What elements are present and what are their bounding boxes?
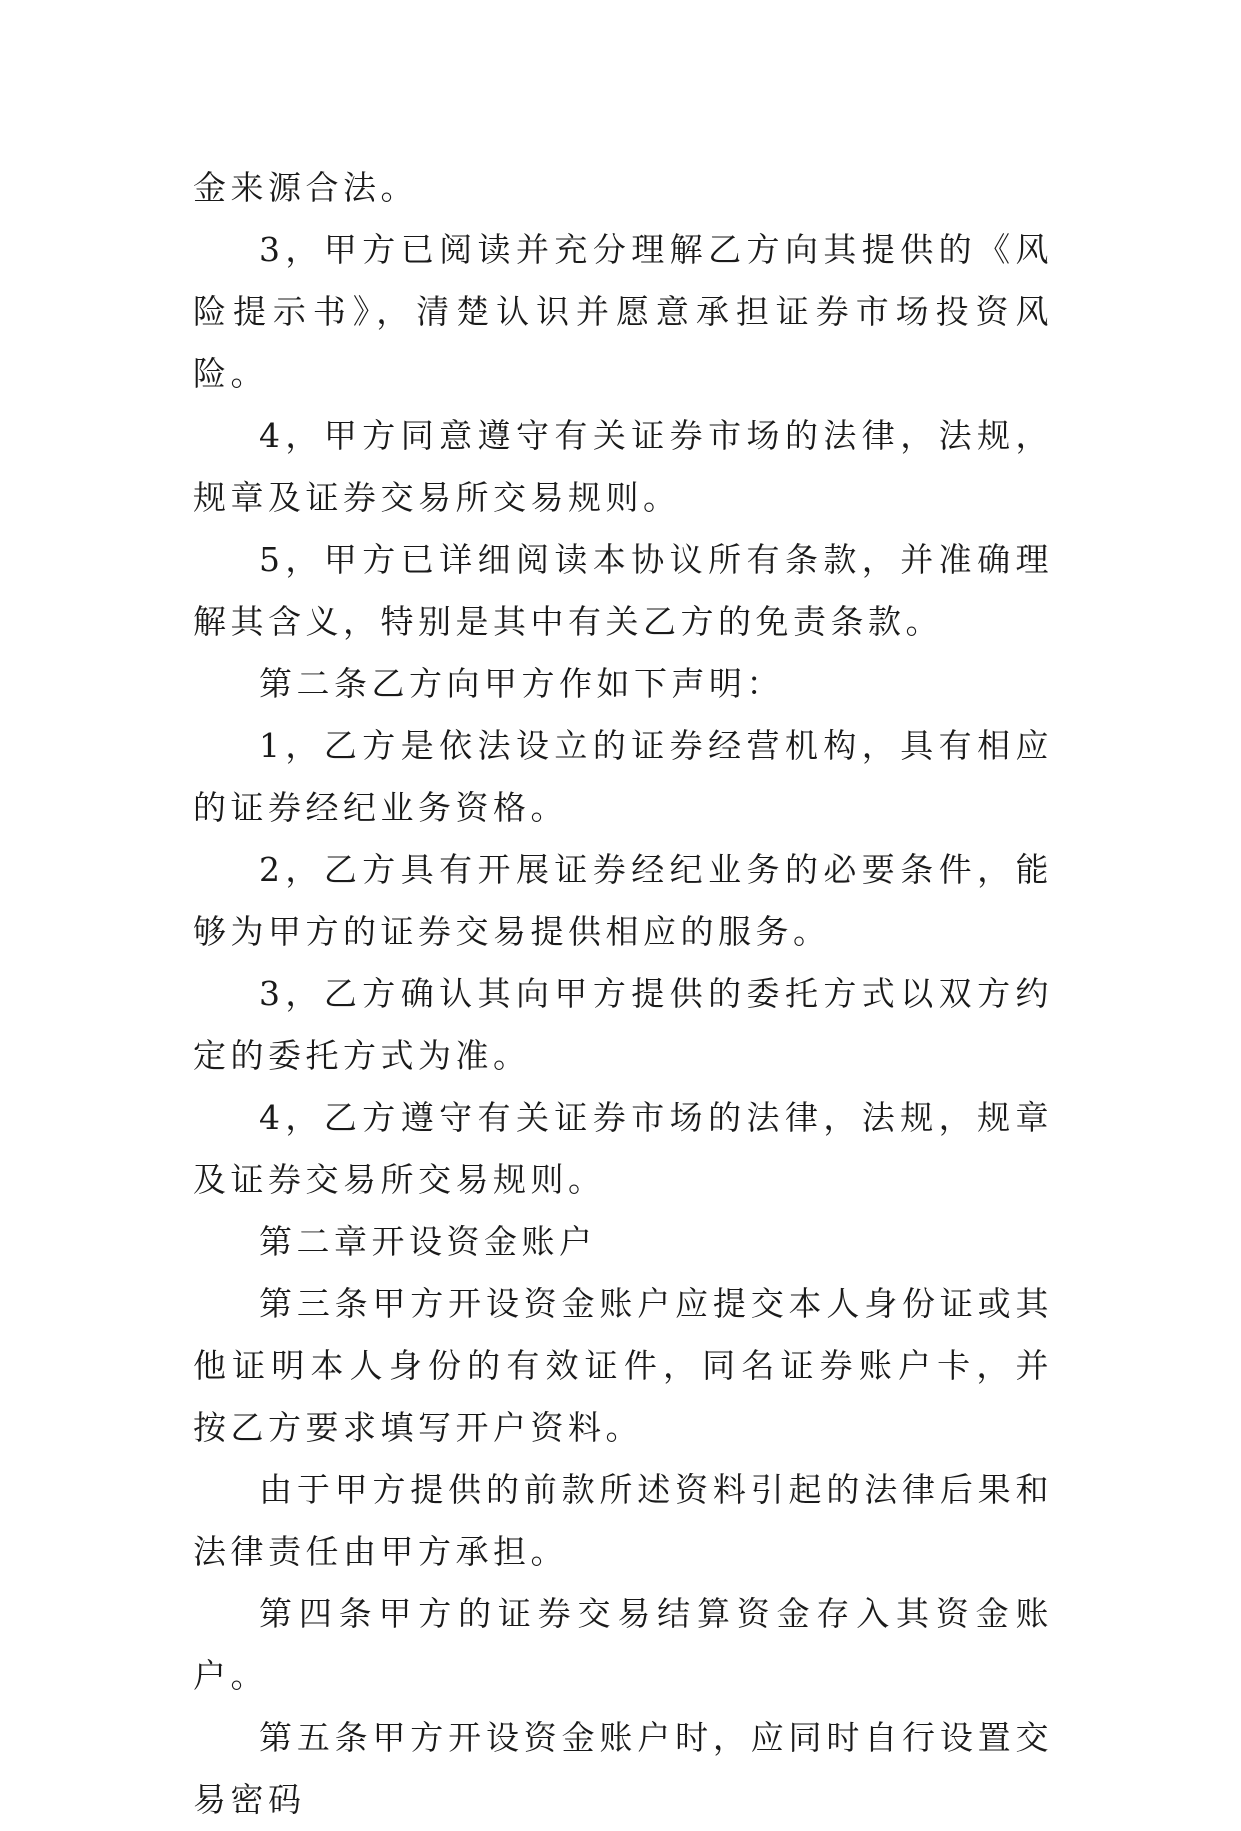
paragraph: 第三条甲方开设资金账户应提交本人身份证或其他证明本人身份的有效证件，同名证券账户卡，并按乙方要求填写开户资料。 (193, 1284, 1053, 1447)
section-heading: 第二条乙方向甲方作如下声明： (259, 664, 784, 703)
paragraph: 3，甲方已阅读并充分理解乙方向其提供的《风险提示书》，清楚认识并愿意承担证券市场投资风险。 (193, 230, 1053, 393)
paragraph: 4，甲方同意遵守有关证券市场的法律，法规，规章及证券交易所交易规则。 (193, 416, 1053, 517)
paragraph: 5，甲方已详细阅读本协议所有条款，并准确理解其含义，特别是其中有关乙方的免责条款。 (193, 540, 1053, 641)
paragraph: 2，乙方具有开展证券经纪业务的必要条件，能够为甲方的证券交易提供相应的服务。 (193, 850, 1053, 951)
paragraph: 由于甲方提供的前款所述资料引起的法律后果和法律责任由甲方承担。 (193, 1470, 1053, 1571)
paragraph: 第四条甲方的证券交易结算资金存入其资金账户。 (193, 1594, 1053, 1695)
paragraph: 金来源合法。 (193, 168, 418, 207)
document-body (193, 157, 1053, 1831)
paragraph: 1，乙方是依法设立的证券经营机构，具有相应的证券经纪业务资格。 (193, 726, 1053, 827)
paragraph: 第五条甲方开设资金账户时，应同时自行设置交易密码 (193, 1718, 1053, 1819)
paragraph: 4，乙方遵守有关证券市场的法律，法规，规章及证券交易所交易规则。 (193, 1098, 1053, 1199)
paragraph: 3，乙方确认其向甲方提供的委托方式以双方约定的委托方式为准。 (193, 974, 1053, 1075)
chapter-heading: 第二章开设资金账户 (259, 1222, 597, 1261)
